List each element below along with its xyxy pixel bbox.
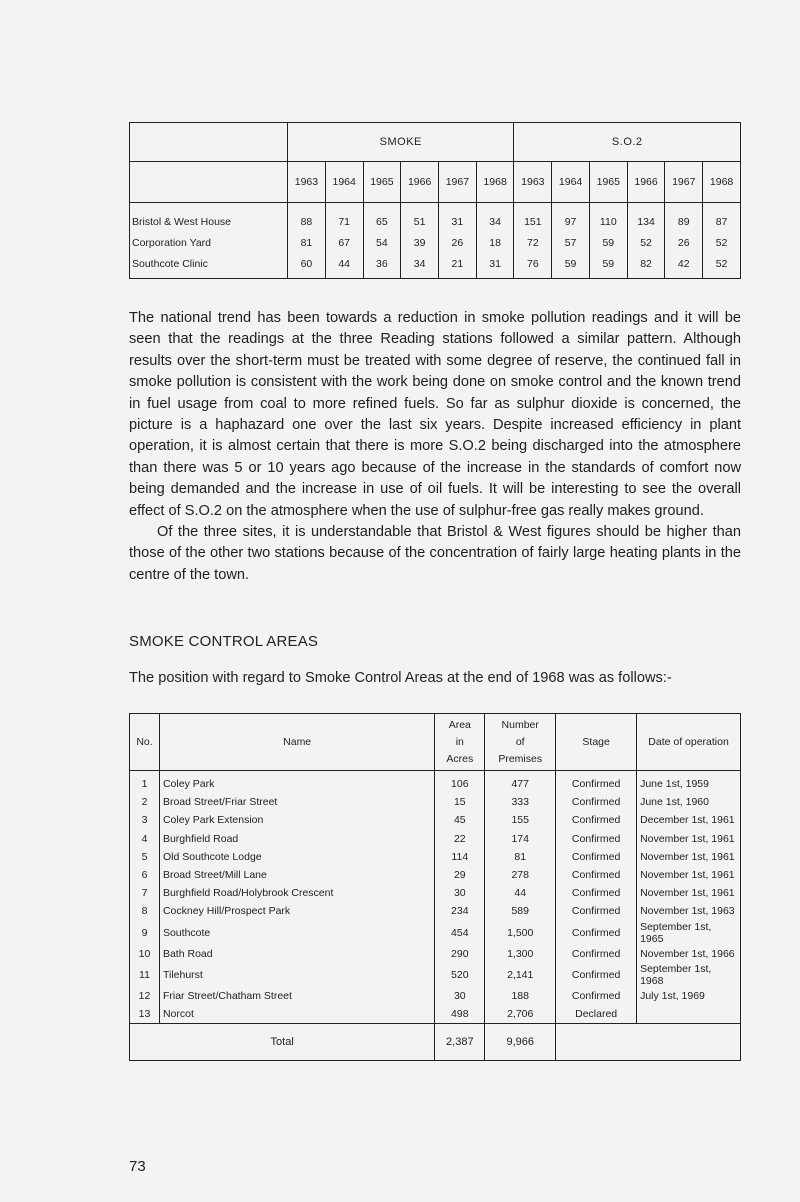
date-of-operation: November 1st, 1961 [637,884,741,902]
so2-value: 26 [665,232,703,253]
table-row [130,963,741,987]
area-header [435,714,485,771]
premises-count: 2,706 [485,1005,556,1024]
area-acres: 30 [435,987,485,1005]
so2-value: 52 [627,232,665,253]
year-header: 1964 [325,162,363,203]
stage: Confirmed [556,884,637,902]
row-number: 5 [130,848,160,866]
area-name: Friar Street/Chatham Street [159,987,434,1005]
date-of-operation: November 1st, 1961 [637,848,741,866]
smoke-value: 51 [401,203,439,233]
area-acres: 290 [435,945,485,963]
stage: Declared [556,1005,637,1024]
area-name: Norcot [159,1005,434,1024]
date-of-operation: September 1st, 1965 [637,921,741,945]
so2-value: 42 [665,253,703,279]
smoke-value: 81 [288,232,326,253]
date-of-operation: November 1st, 1961 [637,866,741,884]
premises-count: 2,141 [485,963,556,987]
date-of-operation: November 1st, 1963 [637,902,741,920]
area-acres: 520 [435,963,485,987]
area-acres: 106 [435,771,485,794]
premises-count: 155 [485,811,556,829]
section-heading: SMOKE CONTROL AREAS [129,633,319,650]
so2-value: 97 [552,203,590,233]
header-line: in [455,735,464,748]
area-name: Bath Road [159,945,434,963]
smoke-value: 60 [288,253,326,279]
stage: Confirmed [556,902,637,920]
total-label: Total [130,1024,435,1061]
date-of-operation: June 1st, 1960 [637,793,741,811]
area-name: Burghfield Road/Holybrook Crescent [159,884,434,902]
row-number: 8 [130,902,160,920]
total-area: 2,387 [435,1024,485,1061]
stage: Confirmed [556,945,637,963]
date-header: Date of operation [637,714,741,771]
header-line: Acres [446,752,474,765]
area-acres: 498 [435,1005,485,1024]
premises-count: 44 [485,884,556,902]
smoke-value: 31 [476,253,514,279]
header-line: Premises [498,752,543,765]
smoke-value: 31 [439,203,477,233]
table-row [130,203,741,233]
so2-value: 82 [627,253,665,279]
smoke-value: 26 [439,232,477,253]
smoke-group-header: SMOKE [288,123,514,162]
table-row [130,1005,741,1024]
pollution-readings-table [129,122,741,279]
smoke-value: 67 [325,232,363,253]
premises-header [485,714,556,771]
smoke-value: 18 [476,232,514,253]
header-line: of [515,735,525,748]
stage: Confirmed [556,921,637,945]
total-blank [556,1024,741,1061]
stage: Confirmed [556,793,637,811]
row-number: 12 [130,987,160,1005]
premises-count: 333 [485,793,556,811]
site-name: Corporation Yard [130,232,288,253]
table-row [130,771,741,794]
smoke-value: 54 [363,232,401,253]
area-acres: 15 [435,793,485,811]
paragraph: The national trend has been towards a reduction in smoke pollution readings and it will be seen that the readings at the three Reading stations followed a similar pattern. Although results over the short-term must be treated with some degree of reserve, the continued fall in smoke pollution is consistent with the work being done on smoke control and the known trend in fuel usage from coal to more refined fuels. So far as sulphur dioxide is concerned, the picture is a haphazard one over the last six years. Despite increased efficiency in plant operation, it is almost certain that there is more S.O.2 being discharged into the atmosphere than there was 5 or 10 years ago because of the increase in the standards of comfort now being demanded and the increase in use of oil fuels. It will be interesting to see the overall effect of S.O.2 on the atmosphere when the use of sulphur-free gas really makes ground. [129,310,741,519]
area-name: Broad Street/Friar Street [159,793,434,811]
area-acres: 22 [435,830,485,848]
date-of-operation [637,1005,741,1024]
area-acres: 30 [435,884,485,902]
row-number: 1 [130,771,160,794]
corner-cell [130,123,288,162]
date-of-operation: December 1st, 1961 [637,811,741,829]
so2-value: 89 [665,203,703,233]
table-row [130,866,741,884]
total-premises: 9,966 [485,1024,556,1061]
smoke-value: 39 [401,232,439,253]
smoke-value: 44 [325,253,363,279]
so2-value: 134 [627,203,665,233]
smoke-value: 65 [363,203,401,233]
area-name: Tilehurst [159,963,434,987]
so2-value: 151 [514,203,552,233]
premises-count: 1,500 [485,921,556,945]
smoke-value: 21 [439,253,477,279]
year-header: 1968 [703,162,741,203]
year-header: 1965 [589,162,627,203]
smoke-control-areas-table [129,713,741,1061]
stage: Confirmed [556,811,637,829]
so2-group-header: S.O.2 [514,123,741,162]
intro-text: The position with regard to Smoke Control Areas at the end of 1968 was as follows:- [129,670,672,686]
smoke-value: 34 [401,253,439,279]
year-header: 1966 [401,162,439,203]
stage: Confirmed [556,848,637,866]
premises-count: 477 [485,771,556,794]
so2-value: 59 [552,253,590,279]
row-number: 2 [130,793,160,811]
year-header: 1964 [552,162,590,203]
table-row [130,987,741,1005]
area-name: Old Southcote Lodge [159,848,434,866]
date-of-operation: June 1st, 1959 [637,771,741,794]
area-name: Broad Street/Mill Lane [159,866,434,884]
table-row [130,811,741,829]
stage: Confirmed [556,987,637,1005]
no-header: No. [130,714,160,771]
so2-value: 57 [552,232,590,253]
so2-value: 52 [703,253,741,279]
year-header: 1967 [439,162,477,203]
table-row [130,921,741,945]
area-acres: 114 [435,848,485,866]
area-name: Southcote [159,921,434,945]
name-header: Name [159,714,434,771]
premises-count: 589 [485,902,556,920]
table-row [130,884,741,902]
so2-value: 59 [589,253,627,279]
paragraph: Of the three sites, it is understandable that Bristol & West figures should be higher than those of the other two stations because of the concentration of fairly large heating plants in the centre of the town. [129,524,741,583]
smoke-value: 36 [363,253,401,279]
row-number: 13 [130,1005,160,1024]
premises-count: 174 [485,830,556,848]
row-number: 9 [130,921,160,945]
premises-count: 1,300 [485,945,556,963]
year-header: 1968 [476,162,514,203]
header-line: Area [448,718,471,731]
area-acres: 234 [435,902,485,920]
site-name: Bristol & West House [130,203,288,233]
site-name: Southcote Clinic [130,253,288,279]
date-of-operation: November 1st, 1966 [637,945,741,963]
smoke-value: 71 [325,203,363,233]
stage: Confirmed [556,830,637,848]
table-row [130,232,741,253]
area-name: Cockney Hill/Prospect Park [159,902,434,920]
premises-count: 278 [485,866,556,884]
year-corner-cell [130,162,288,203]
table-row [130,830,741,848]
area-acres: 29 [435,866,485,884]
area-name: Coley Park [159,771,434,794]
stage: Confirmed [556,963,637,987]
stage: Confirmed [556,771,637,794]
smoke-value: 88 [288,203,326,233]
year-header: 1966 [627,162,665,203]
year-header: 1967 [665,162,703,203]
so2-value: 76 [514,253,552,279]
so2-value: 110 [589,203,627,233]
date-of-operation: July 1st, 1969 [637,987,741,1005]
table-row [130,848,741,866]
premises-count: 81 [485,848,556,866]
so2-value: 72 [514,232,552,253]
header-line: Number [501,718,539,731]
page-number: 73 [129,1158,146,1175]
table-row [130,945,741,963]
table-row [130,902,741,920]
table-row [130,793,741,811]
smoke-value: 34 [476,203,514,233]
area-name: Burghfield Road [159,830,434,848]
year-header: 1963 [288,162,326,203]
so2-value: 59 [589,232,627,253]
date-of-operation: November 1st, 1961 [637,830,741,848]
stage: Confirmed [556,866,637,884]
so2-value: 87 [703,203,741,233]
row-number: 11 [130,963,160,987]
area-acres: 454 [435,921,485,945]
row-number: 6 [130,866,160,884]
row-number: 7 [130,884,160,902]
body-text [129,308,741,586]
date-of-operation: September 1st, 1968 [637,963,741,987]
stage-header: Stage [556,714,637,771]
table-row [130,253,741,279]
row-number: 3 [130,811,160,829]
row-number: 4 [130,830,160,848]
area-acres: 45 [435,811,485,829]
year-header: 1965 [363,162,401,203]
year-header: 1963 [514,162,552,203]
row-number: 10 [130,945,160,963]
premises-count: 188 [485,987,556,1005]
so2-value: 52 [703,232,741,253]
area-name: Coley Park Extension [159,811,434,829]
